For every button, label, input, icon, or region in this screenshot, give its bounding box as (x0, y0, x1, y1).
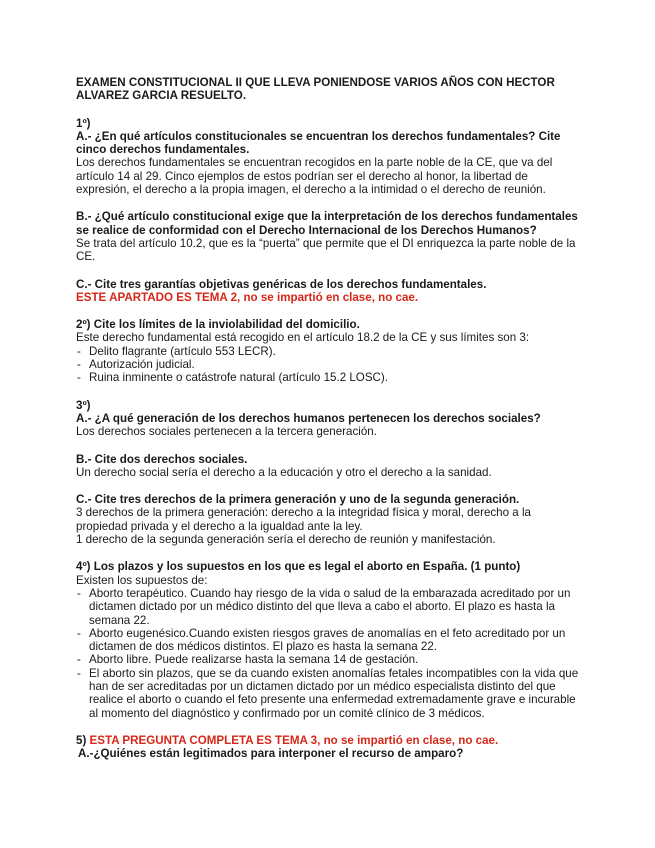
question-4: 4º) Los plazos y los supuestos en los que es legal el aborto en España. (1 punto) (76, 560, 521, 574)
limits-list (76, 345, 584, 385)
section-3 (76, 399, 584, 439)
section-3c (76, 493, 584, 546)
section-5 (76, 734, 584, 761)
document-title: EXAMEN CONSTITUCIONAL II QUE LLEVA PONIENDOSE VARIOS AÑOS CON HECTOR ALVAREZ GARCIA RESUELTO. (76, 76, 555, 103)
section-1c (76, 278, 584, 305)
question-3a: A.- ¿A qué generación de los derechos humanos pertenecen los derechos sociales? (76, 411, 541, 425)
section-4 (76, 560, 584, 720)
question-2: 2º) Cite los límites de la inviolabilidad del domicilio. (76, 318, 360, 332)
list-item: - Aborto libre. Puede realizarse hasta la semana 14 de gestación. (76, 653, 584, 666)
answer-3b: Un derecho social sería el derecho a la educación y otro el derecho a la sanidad. (76, 465, 492, 479)
question-3c: C.- Cite tres derechos de la primera generación y uno de la segunda generación. (76, 493, 520, 507)
list-item: - Ruina inminente o catástrofe natural (artículo 15.2 LOSC). (76, 371, 584, 384)
list-item: - Delito flagrante (artículo 553 LECR). (76, 345, 584, 358)
document-page (76, 76, 584, 760)
section-5-heading (76, 734, 584, 747)
list-item: - El aborto sin plazos, que se da cuando existen anomalías fetales incompatibles con la vida que han de ser acreditadas por un dictamen dictado por un médico especialista distinto del que realice el aborto o cuando el feto presente una enfermedad extremadamente grave e incurable al momento del diagnóstico y confirmado por un comité clínico de 3 médicos. (76, 667, 584, 720)
answer-3c-second: 1 derecho de la segunda generación sería el derecho de reunión y manifestación. (76, 533, 496, 547)
list-item: - Aborto terapéutico. Cuando hay riesgo de la vida o salud de la embarazada acreditado por un dictamen dictado por un médico distinto del que lleva a cabo el aborto. El plazo es hasta la semana 22. (76, 587, 584, 627)
question-1c: C.- Cite tres garantías objetivas genéricas de los derechos fundamentales. (76, 277, 487, 291)
question-1b: B.- ¿Qué artículo constitucional exige que la interpretación de los derechos fundamentales se realice de conformidad con el Derecho Internacional de los Derechos Humanos? (76, 210, 578, 237)
answer-3a: Los derechos sociales pertenecen a la tercera generación. (76, 425, 377, 439)
section-5-number: 5) (76, 733, 87, 747)
list-item: - Autorización judicial. (76, 358, 584, 371)
section-2 (76, 318, 584, 384)
section-1-number: 1º) (76, 116, 91, 130)
abortion-cases-list (76, 587, 584, 720)
list-item: - Aborto eugenésico.Cuando existen riesgos graves de anomalías en el feto acreditado por un dictamen de dos médicos distintos. El plazo es hasta la semana 22. (76, 627, 584, 654)
section-1b (76, 210, 584, 263)
answer-1b: Se trata del artículo 10.2, que es la “puerta” que permite que el DI enriquezca la parte noble de la CE. (76, 236, 576, 264)
answer-3c-first: 3 derechos de la primera generación: derecho a la integridad física y moral, derecho a la propiedad privada y el derecho a la igualdad ante la ley. (76, 506, 531, 533)
question-5a: A.-¿Quiénes están legitimados para interponer el recurso de amparo? (78, 747, 464, 761)
answer-4-intro: Existen los supuestos de: (76, 573, 208, 587)
section-3b (76, 453, 584, 480)
section-1 (76, 117, 584, 197)
question-1a: A.- ¿En qué artículos constitucionales se encuentran los derechos fundamentales? Cite cinco derechos fundamentales. (76, 129, 561, 157)
answer-1a: Los derechos fundamentales se encuentran recogidos en la parte noble de la CE, que va del artículo 14 al 29. Cinco ejemplos de estos podrían ser el derecho al honor, la libertad de expresión, el derecho a la propia imagen, el derecho a la intimidad o el derecho de reunión. (76, 156, 553, 197)
section-3-number: 3º) (76, 398, 91, 412)
note-5: ESTA PREGUNTA COMPLETA ES TEMA 3, no se impartió en clase, no cae. (89, 733, 499, 747)
answer-2: Este derecho fundamental está recogido en el artículo 18.2 de la CE y sus límites son 3: (76, 331, 530, 345)
question-3b: B.- Cite dos derechos sociales. (76, 452, 248, 466)
note-1c: ESTE APARTADO ES TEMA 2, no se impartió en clase, no cae. (76, 290, 419, 304)
